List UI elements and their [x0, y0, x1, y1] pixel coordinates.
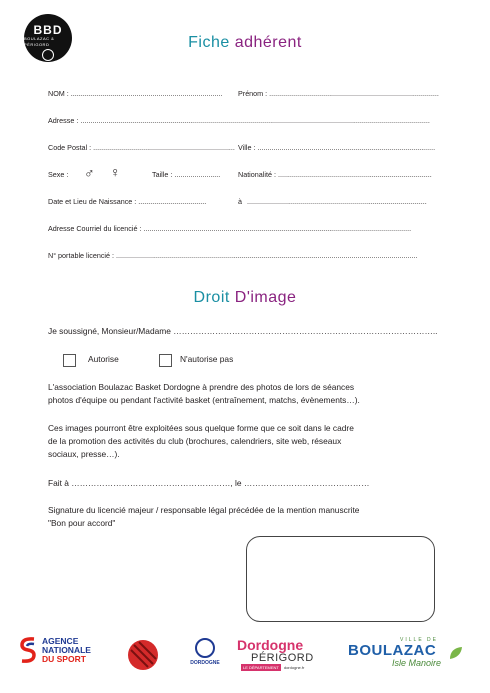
dp-text-line-4: dordogne.fr	[283, 665, 305, 670]
section-title	[0, 289, 490, 307]
sexe-label: Sexe :	[48, 170, 69, 179]
female-icon[interactable]: ♀	[110, 164, 121, 180]
fait-a-line[interactable]: Fait à …………………………………………………, le ………………………………………	[48, 478, 370, 488]
nationalite-field[interactable]: Nationalité : .............................................................................	[238, 170, 432, 179]
autorise-checkbox[interactable]	[63, 354, 76, 367]
paragraph-2-line-3: sociaux, presse…).	[48, 449, 120, 459]
basketball-stripes-icon	[128, 640, 158, 670]
signature-instruction-line-2: "Bon pour accord"	[48, 518, 116, 528]
male-icon[interactable]: ♂	[84, 165, 95, 181]
dordogne-perigord-logo	[237, 638, 332, 671]
lieu-naissance-field[interactable]: ..........................................................................................	[247, 197, 427, 206]
boulazac-logo	[348, 637, 468, 668]
page-title-part1: Fiche	[188, 34, 235, 51]
signature-box[interactable]	[246, 536, 435, 622]
n-autorise-label: N'autorise pas	[180, 354, 234, 364]
courriel-field[interactable]: Adresse Courriel du licencié : ......................................................................................................................................	[48, 224, 412, 233]
dordogne-small-text: DORDOGNE	[190, 660, 220, 666]
prenom-field[interactable]: Prénom : .....................................................................................	[238, 89, 439, 98]
logo-ring-text: BOULAZAC & PÉRIGORD	[24, 35, 55, 47]
page-title	[0, 34, 490, 52]
dordogne-ball-icon	[195, 638, 215, 658]
signature-instruction-line-1: Signature du licencié majeur / responsable légal précédée de la mention manuscrite	[48, 505, 360, 515]
basketball-logo	[128, 640, 158, 670]
paragraph-1-line-1: L'association Boulazac Basket Dordogne à prendre des photos de lors de séances	[48, 382, 355, 392]
paragraph-1-line-2: photos d'équipe ou pendant l'activité basket (entraînement, matchs, évènements…).	[48, 395, 360, 405]
bz-text-line-1: VILLE DE	[400, 637, 438, 643]
bz-text-line-2: BOULAZAC	[348, 642, 437, 659]
ville-field[interactable]: Ville : .........................................................................................	[238, 143, 436, 152]
portable-field[interactable]: N° portable licencié : .......................................................................................................................................................	[48, 251, 418, 260]
nom-field[interactable]: NOM : ............................................................................	[48, 89, 223, 98]
dp-text-line-2: PÉRIGORD	[251, 652, 314, 664]
date-naissance-field[interactable]: Date et Lieu de Naissance : ..................................	[48, 197, 207, 206]
ans-text-line-2: NATIONALE	[42, 644, 91, 655]
adresse-field[interactable]: Adresse : ...............................................................................................................................................................................	[48, 116, 430, 125]
dordogne-club-logo	[185, 638, 225, 666]
ans-text-line-3: DU SPORT	[42, 653, 86, 664]
code-postal-field[interactable]: Code Postal : .......................................................................	[48, 143, 235, 152]
soussigne-line[interactable]: Je soussigné, Monsieur/Madame …………………………………………………………………………………..	[48, 326, 438, 336]
bz-text-line-3: Isle Manoire	[392, 658, 442, 668]
section-title-part2: D'image	[234, 289, 297, 306]
leaf-icon	[448, 645, 464, 661]
ans-s-icon	[18, 636, 38, 664]
paragraph-2-line-1: Ces images pourront être exploitées sous quelque forme que ce soit dans le cadre	[48, 423, 354, 433]
section-title-part1: Droit	[193, 289, 235, 306]
a-label: à	[238, 197, 242, 206]
dp-text-line-1: Dordogne	[237, 637, 304, 653]
autorise-label: Autorise	[88, 354, 119, 364]
dp-text-line-3: LE DÉPARTEMENT	[243, 665, 279, 670]
ans-text-line-1: AGENCE	[42, 635, 79, 646]
n-autorise-checkbox[interactable]	[159, 354, 172, 367]
taille-field[interactable]: Taille : .......................	[152, 170, 221, 179]
logo-text: BBD	[33, 22, 63, 37]
paragraph-2-line-2: de la promotion des activités du club (brochures, calendriers, site web, réseaux	[48, 436, 342, 446]
ans-logo	[18, 636, 91, 664]
page-title-part2: adhérent	[234, 34, 302, 51]
